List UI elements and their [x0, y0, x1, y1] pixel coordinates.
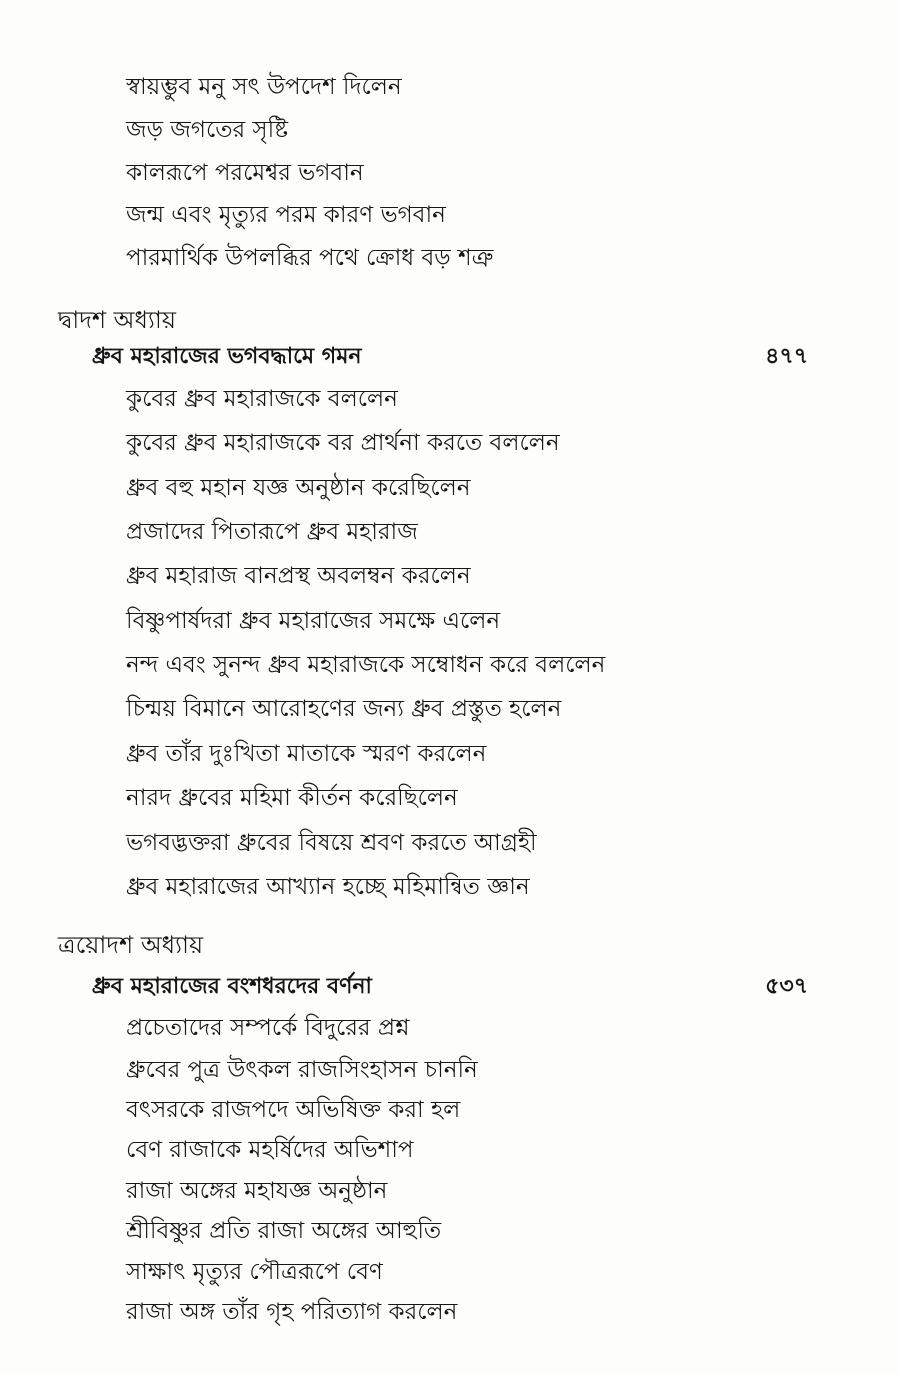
toc-item: স্বায়ম্ভুব মনু সৎ উপদেশ দিলেন	[126, 74, 402, 100]
toc-item: প্রজাদের পিতারূপে ধ্রুব মহারাজ	[126, 519, 418, 545]
chapter-label: দ্বাদশ অধ্যায়	[58, 306, 176, 334]
toc-item: ধ্রুব মহারাজের আখ্যান হচ্ছে মহিমান্বিত জ্ঞান	[126, 874, 530, 900]
toc-item: রাজা অঙ্গের মহাযজ্ঞ অনুষ্ঠান	[126, 1178, 388, 1204]
toc-item: বৎসরকে রাজপদে অভিষিক্ত করা হল	[126, 1097, 461, 1123]
toc-item: কুবের ধ্রুব মহারাজকে বললেন	[126, 386, 398, 412]
toc-item: পারমার্থিক উপলব্ধির পথে ক্রোধ বড় শত্রু	[126, 245, 494, 271]
chapter-page-number: ৪৭৭	[765, 344, 808, 369]
toc-item: রাজা অঙ্গ তাঁর গৃহ পরিত্যাগ করলেন	[126, 1299, 458, 1325]
chapter-label: ত্রয়োদশ অধ্যায়	[58, 931, 204, 959]
toc-item: বিষ্ণুপার্ষদরা ধ্রুব মহারাজের সমক্ষে এলেন	[126, 608, 501, 634]
toc-item: জন্ম এবং মৃত্যুর পরম কারণ ভগবান	[126, 202, 446, 228]
toc-item: শ্রীবিষ্ণুর প্রতি রাজা অঙ্গের আহুতি	[126, 1218, 442, 1244]
chapter-page-number: ৫৩৭	[765, 974, 808, 999]
toc-item: নন্দ এবং সুনন্দ ধ্রুব মহারাজকে সম্বোধন করে বললেন	[126, 652, 606, 678]
toc-item: ধ্রুব বহু মহান যজ্ঞ অনুষ্ঠান করেছিলেন	[126, 475, 471, 501]
toc-item: প্রচেতাদের সম্পর্কে বিদুরের প্রশ্ন	[126, 1015, 410, 1041]
toc-item: বেণ রাজাকে মহর্ষিদের অভিশাপ	[126, 1137, 414, 1163]
chapter-title: ধ্রুব মহারাজের বংশধরদের বর্ণনা	[92, 974, 372, 999]
toc-item: কালরূপে পরমেশ্বর ভগবান	[126, 160, 364, 186]
toc-item: ধ্রুবের পুত্র উৎকল রাজসিংহাসন চাননি	[126, 1057, 478, 1083]
toc-item: ধ্রুব মহারাজ বানপ্রস্থ অবলম্বন করলেন	[126, 563, 471, 589]
toc-item: জড় জগতের সৃষ্টি	[126, 117, 288, 143]
toc-item: নারদ ধ্রুবের মহিমা কীর্তন করেছিলেন	[126, 785, 458, 811]
toc-item: চিন্ময় বিমানে আরোহণের জন্য ধ্রুব প্রস্তুত হলেন	[126, 696, 562, 722]
toc-item: ধ্রুব তাঁর দুঃখিতা মাতাকে স্মরণ করলেন	[126, 741, 487, 767]
toc-item: সাক্ষাৎ মৃত্যুর পৌত্ররূপে বেণ	[126, 1259, 383, 1285]
chapter-title: ধ্রুব মহারাজের ভগবদ্ধামে গমন	[92, 344, 362, 369]
toc-item: কুবের ধ্রুব মহারাজকে বর প্রার্থনা করতে বললেন	[126, 430, 560, 456]
toc-item: ভগবদ্ভক্তরা ধ্রুবের বিষয়ে শ্রবণ করতে আগ্রহী	[126, 830, 537, 856]
